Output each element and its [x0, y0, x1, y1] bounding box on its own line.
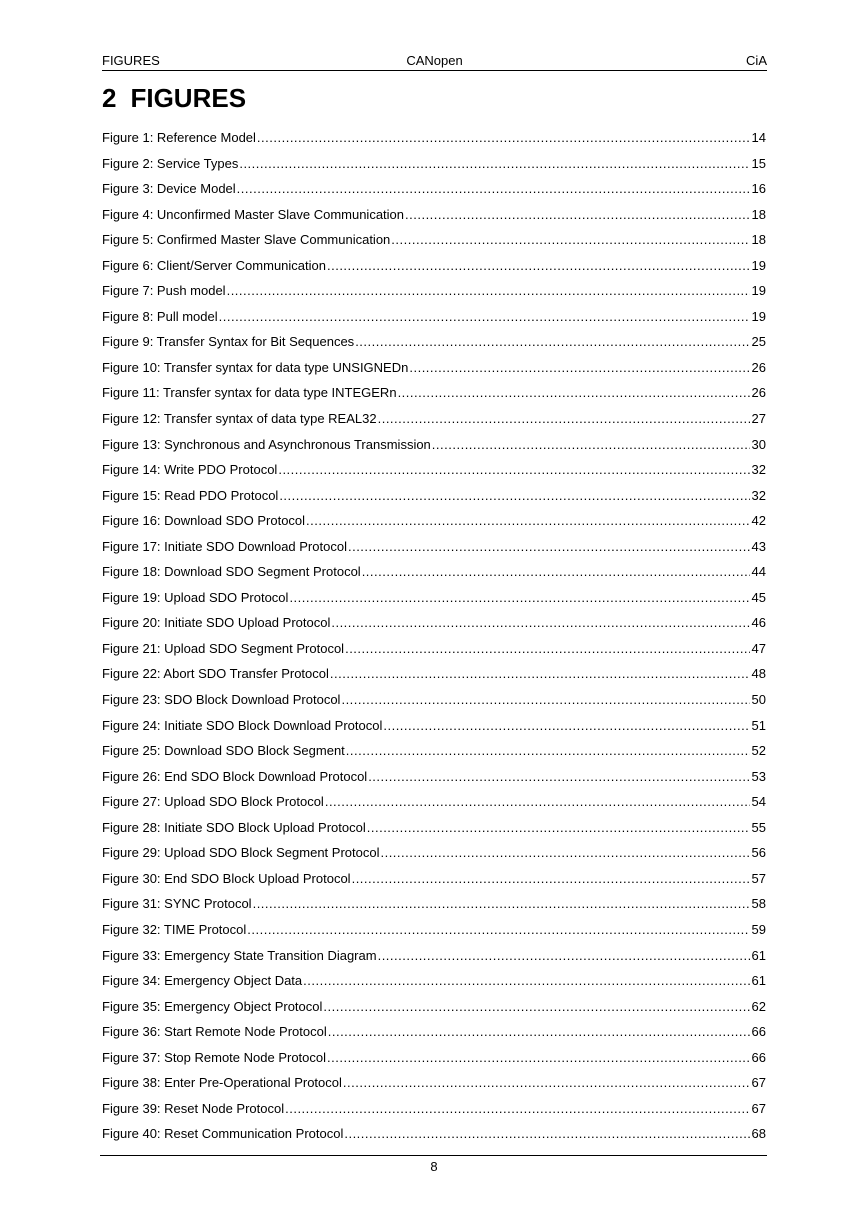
toc-dot-leader — [344, 1125, 749, 1143]
toc-entry-label: Figure 34: Emergency Object Data — [102, 973, 303, 989]
toc-entry[interactable] — [102, 870, 766, 896]
toc-entry-label: Figure 38: Enter Pre-Operational Protocol — [102, 1075, 342, 1091]
toc-dot-leader — [327, 257, 750, 275]
footer-divider — [100, 1155, 767, 1156]
toc-entry-label: Figure 40: Reset Communication Protocol — [102, 1126, 344, 1142]
toc-entry-label: Figure 37: Stop Remote Node Protocol — [102, 1049, 327, 1065]
toc-entry-label: Figure 24: Initiate SDO Block Download Protocol — [102, 717, 383, 733]
toc-entry-label: Figure 28: Initiate SDO Block Upload Protocol — [102, 819, 366, 835]
toc-entry-label: Figure 3: Device Model — [102, 181, 236, 197]
toc-entry-label: Figure 27: Upload SDO Block Protocol — [102, 794, 324, 810]
toc-entry[interactable] — [102, 461, 766, 487]
toc-entry-page: 14 — [751, 130, 766, 145]
toc-entry-page: 62 — [751, 998, 766, 1014]
toc-entry[interactable] — [102, 947, 766, 973]
toc-entry[interactable] — [102, 998, 766, 1024]
toc-entry[interactable] — [102, 589, 766, 615]
toc-entry[interactable] — [102, 614, 766, 640]
toc-entry-page: 19 — [751, 283, 766, 299]
toc-entry-label: Figure 23: SDO Block Download Protocol — [102, 692, 341, 708]
toc-dot-leader — [348, 538, 750, 556]
toc-entry[interactable] — [102, 129, 766, 155]
toc-entry-label: Figure 7: Push model — [102, 283, 226, 299]
toc-entry[interactable] — [102, 768, 766, 794]
toc-dot-leader — [330, 665, 750, 683]
toc-dot-leader — [391, 231, 749, 249]
toc-entry[interactable] — [102, 410, 766, 436]
toc-entry[interactable] — [102, 742, 766, 768]
toc-entry-page: 51 — [751, 717, 766, 733]
toc-dot-leader — [279, 487, 749, 505]
toc-dot-leader — [331, 614, 749, 632]
chapter-heading: FIGURES — [130, 83, 247, 113]
toc-dot-leader — [345, 640, 749, 658]
toc-entry-label: Figure 1: Reference Model — [102, 130, 256, 145]
toc-entry[interactable] — [102, 717, 766, 743]
toc-entry-page: 67 — [751, 1100, 766, 1116]
toc-dot-leader — [239, 155, 749, 173]
toc-entry-page: 58 — [751, 896, 766, 912]
toc-entry-page: 30 — [751, 436, 766, 452]
toc-dot-leader — [367, 819, 750, 837]
toc-entry-page: 59 — [751, 921, 766, 937]
toc-entry-label: Figure 12: Transfer syntax of data type REAL32 — [102, 411, 377, 427]
toc-entry-label: Figure 22: Abort SDO Transfer Protocol — [102, 666, 329, 682]
toc-entry[interactable] — [102, 1125, 766, 1151]
toc-entry[interactable] — [102, 819, 766, 845]
chapter-number: 2 — [102, 83, 117, 113]
toc-entry-page: 18 — [751, 232, 766, 248]
toc-entry-label: Figure 14: Write PDO Protocol — [102, 462, 278, 478]
toc-entry-label: Figure 19: Upload SDO Protocol — [102, 589, 289, 605]
toc-entry-page: 19 — [751, 308, 766, 324]
toc-entry-page: 56 — [751, 845, 766, 861]
toc-entry-label: Figure 4: Unconfirmed Master Slave Communication — [102, 206, 405, 222]
toc-entry-label: Figure 21: Upload SDO Segment Protocol — [102, 640, 345, 656]
toc-entry-page: 52 — [751, 743, 766, 759]
toc-entry[interactable] — [102, 895, 766, 921]
toc-entry-page: 68 — [751, 1126, 766, 1142]
toc-entry-page: 57 — [751, 870, 766, 886]
toc-entry[interactable] — [102, 333, 766, 359]
toc-entry-label: Figure 20: Initiate SDO Upload Protocol — [102, 615, 331, 631]
toc-entry-page: 61 — [751, 947, 766, 963]
header-divider — [102, 70, 767, 71]
toc-dot-leader — [325, 793, 750, 811]
toc-entry[interactable] — [102, 691, 766, 717]
toc-entry-page: 15 — [751, 155, 766, 171]
table-of-figures — [102, 129, 766, 1151]
toc-entry[interactable] — [102, 972, 766, 998]
toc-dot-leader — [237, 180, 750, 198]
toc-entry-page: 18 — [751, 206, 766, 222]
toc-entry-label: Figure 26: End SDO Block Download Protocol — [102, 768, 368, 784]
toc-entry[interactable] — [102, 640, 766, 666]
toc-entry-label: Figure 15: Read PDO Protocol — [102, 487, 279, 503]
toc-entry-page: 19 — [751, 257, 766, 273]
toc-dot-leader — [432, 436, 750, 454]
toc-dot-leader — [405, 206, 750, 224]
toc-entry-page: 66 — [751, 1024, 766, 1040]
toc-entry-label: Figure 11: Transfer syntax for data type INTEGERn — [102, 385, 397, 401]
toc-dot-leader — [409, 359, 749, 377]
toc-entry-label: Figure 10: Transfer syntax for data type UNSIGNEDn — [102, 359, 409, 375]
toc-entry-label: Figure 29: Upload SDO Block Segment Protocol — [102, 845, 380, 861]
header-section-name: FIGURES — [102, 53, 160, 68]
toc-entry[interactable] — [102, 1023, 766, 1049]
toc-entry[interactable] — [102, 563, 766, 589]
toc-entry-page: 25 — [751, 334, 766, 350]
toc-dot-leader — [352, 870, 750, 888]
toc-dot-leader — [289, 589, 749, 607]
toc-dot-leader — [285, 1100, 749, 1118]
toc-entry-label: Figure 17: Initiate SDO Download Protocol — [102, 538, 347, 554]
toc-entry-label: Figure 6: Client/Server Communication — [102, 257, 326, 273]
toc-entry[interactable] — [102, 436, 766, 462]
toc-entry-page: 61 — [751, 973, 766, 989]
toc-entry[interactable] — [102, 512, 766, 538]
toc-entry[interactable] — [102, 308, 766, 334]
toc-dot-leader — [306, 512, 749, 530]
toc-entry-label: Figure 5: Confirmed Master Slave Communication — [102, 232, 391, 248]
toc-entry[interactable] — [102, 180, 766, 206]
toc-dot-leader — [219, 308, 750, 326]
toc-entry-page: 47 — [751, 640, 766, 656]
page-number: 8 — [430, 1159, 438, 1174]
toc-entry-page: 32 — [751, 487, 766, 503]
header-publisher: CiA — [746, 53, 767, 68]
toc-entry[interactable] — [102, 1049, 766, 1075]
toc-dot-leader — [343, 1074, 750, 1092]
toc-entry[interactable] — [102, 1074, 766, 1100]
toc-entry-page: 54 — [751, 794, 766, 810]
toc-entry-label: Figure 33: Emergency State Transition Diagram — [102, 947, 377, 963]
toc-dot-leader — [257, 129, 750, 147]
toc-dot-leader — [278, 461, 749, 479]
toc-entry-label: Figure 9: Transfer Syntax for Bit Sequences — [102, 334, 355, 350]
toc-entry-label: Figure 2: Service Types — [102, 155, 239, 171]
toc-entry[interactable] — [102, 538, 766, 564]
toc-entry-page: 26 — [751, 359, 766, 375]
toc-entry[interactable] — [102, 793, 766, 819]
toc-entry-label: Figure 35: Emergency Object Protocol — [102, 998, 323, 1014]
toc-entry-page: 53 — [751, 768, 766, 784]
toc-entry-label: Figure 18: Download SDO Segment Protocol — [102, 564, 361, 580]
toc-dot-leader — [398, 384, 750, 402]
toc-dot-leader — [227, 282, 750, 300]
toc-entry-page: 43 — [751, 538, 766, 554]
toc-entry[interactable] — [102, 921, 766, 947]
toc-entry-page: 26 — [751, 385, 766, 401]
toc-entry[interactable] — [102, 487, 766, 513]
toc-entry[interactable] — [102, 1100, 766, 1126]
toc-dot-leader — [328, 1023, 750, 1041]
toc-dot-leader — [341, 691, 749, 709]
toc-entry-page: 67 — [751, 1075, 766, 1091]
toc-entry-label: Figure 32: TIME Protocol — [102, 921, 247, 937]
toc-dot-leader — [346, 742, 750, 760]
toc-entry[interactable] — [102, 206, 766, 232]
toc-entry-page: 27 — [751, 411, 766, 427]
toc-dot-leader — [362, 563, 750, 581]
toc-dot-leader — [368, 768, 749, 786]
toc-dot-leader — [253, 895, 750, 913]
toc-entry-page: 55 — [751, 819, 766, 835]
toc-entry-label: Figure 39: Reset Node Protocol — [102, 1100, 285, 1116]
toc-dot-leader — [247, 921, 749, 939]
toc-entry-page: 46 — [751, 615, 766, 631]
toc-dot-leader — [303, 972, 749, 990]
toc-entry-label: Figure 13: Synchronous and Asynchronous Transmission — [102, 436, 431, 452]
toc-dot-leader — [323, 998, 749, 1016]
toc-entry[interactable] — [102, 359, 766, 385]
toc-dot-leader — [383, 717, 749, 735]
toc-entry-label: Figure 31: SYNC Protocol — [102, 896, 252, 912]
toc-entry-label: Figure 36: Start Remote Node Protocol — [102, 1024, 327, 1040]
toc-entry-label: Figure 30: End SDO Block Upload Protocol — [102, 870, 351, 886]
toc-entry-label: Figure 25: Download SDO Block Segment — [102, 743, 345, 759]
toc-entry[interactable] — [102, 665, 766, 691]
toc-entry[interactable] — [102, 231, 766, 257]
chapter-title — [102, 82, 246, 114]
toc-entry-page: 44 — [751, 564, 766, 580]
toc-entry[interactable] — [102, 384, 766, 410]
toc-entry-page: 48 — [751, 666, 766, 682]
toc-entry-page: 50 — [751, 692, 766, 708]
toc-entry-page: 42 — [751, 513, 766, 529]
toc-entry-page: 16 — [751, 181, 766, 197]
header-document-title: CANopen — [406, 53, 463, 68]
toc-entry[interactable] — [102, 155, 766, 181]
toc-dot-leader — [355, 333, 749, 351]
toc-entry-page: 32 — [751, 462, 766, 478]
toc-entry-page: 45 — [751, 589, 766, 605]
toc-entry[interactable] — [102, 257, 766, 283]
toc-entry-page: 66 — [751, 1049, 766, 1065]
toc-dot-leader — [327, 1049, 750, 1067]
toc-dot-leader — [380, 844, 749, 862]
page-header — [102, 52, 767, 70]
toc-dot-leader — [378, 410, 750, 428]
toc-entry[interactable] — [102, 282, 766, 308]
toc-entry[interactable] — [102, 844, 766, 870]
toc-entry-label: Figure 16: Download SDO Protocol — [102, 513, 306, 529]
toc-dot-leader — [378, 947, 750, 965]
toc-entry-label: Figure 8: Pull model — [102, 308, 218, 324]
